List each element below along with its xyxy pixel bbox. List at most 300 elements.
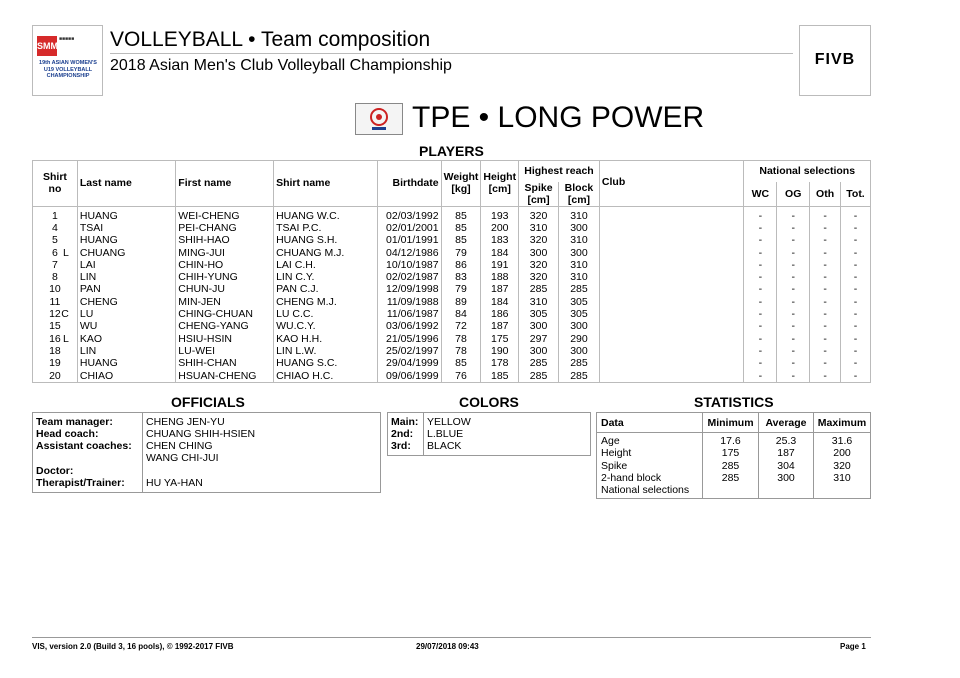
cell-weight: 76 [441, 369, 481, 382]
cell-weight: 83 [441, 271, 481, 283]
event-logo [32, 25, 103, 96]
cell-shirt-name: LU C.C. [274, 308, 378, 320]
col-shirt-no: Shirt no [33, 161, 78, 207]
cell-oth: - [810, 332, 841, 344]
cell-shirt-no [33, 234, 78, 246]
cell-og: - [777, 246, 810, 258]
stats-row-label: Age [601, 435, 620, 447]
player-row [33, 369, 871, 382]
cell-club [599, 234, 744, 246]
col-wc: WC [744, 182, 777, 207]
cell-weight: 72 [441, 320, 481, 332]
col-shirt-name: Shirt name [274, 161, 378, 207]
cell-wc: - [744, 283, 777, 295]
cell-last-name: CHUANG [77, 246, 175, 258]
col-club: Club [599, 161, 744, 207]
cell-block: 285 [559, 369, 600, 382]
player-row [33, 308, 871, 320]
col-oth: Oth [810, 182, 841, 207]
stats-row-avg: 187 [777, 447, 795, 460]
cell-first-name: MIN-JEN [176, 296, 274, 308]
stats-row-label: Height [601, 447, 632, 460]
team-name: TPE • LONG POWER [412, 101, 705, 134]
cell-block: 300 [559, 222, 600, 234]
cell-tot: - [841, 283, 871, 295]
officials-section-title: OFFICIALS [171, 394, 245, 410]
cell-block: 300 [559, 320, 600, 332]
cell-height: 187 [481, 320, 519, 332]
cell-weight: 85 [441, 234, 481, 246]
cell-spike: 285 [519, 357, 559, 369]
cell-wc: - [744, 234, 777, 246]
cell-birthdate: 10/10/1987 [377, 259, 441, 271]
cell-spike: 300 [519, 246, 559, 258]
cell-weight: 78 [441, 332, 481, 344]
therapist-value: HU YA-HAN [146, 477, 203, 489]
cell-shirt-name: HUANG S.H. [274, 234, 378, 246]
cell-og: - [777, 206, 810, 222]
statistics-section-title: STATISTICS [694, 394, 774, 410]
cell-tot: - [841, 271, 871, 283]
title-divider [110, 53, 793, 54]
cell-club [599, 332, 744, 344]
stats-row-min: 285 [721, 459, 740, 472]
cell-club [599, 308, 744, 320]
cell-og: - [777, 332, 810, 344]
cell-oth: - [810, 271, 841, 283]
stats-row-max: 310 [833, 471, 851, 484]
stats-row-min: 17.6 [720, 435, 741, 447]
stats-header-data: Data [601, 417, 624, 429]
col-highest-reach: Highest reach [519, 161, 600, 182]
stats-header-avg: Average [765, 417, 807, 429]
cell-height: 184 [481, 296, 519, 308]
shirt-number: 10 [49, 283, 61, 296]
cell-og: - [777, 234, 810, 246]
cell-birthdate: 25/02/1997 [377, 345, 441, 357]
cell-og: - [777, 308, 810, 320]
stats-row-avg: 25.3 [775, 435, 797, 447]
players-section-title: PLAYERS [419, 143, 484, 159]
cell-oth: - [810, 283, 841, 295]
shirt-number: 20 [49, 369, 61, 382]
cell-club [599, 357, 744, 369]
competition-name: 2018 Asian Men's Club Volleyball Championship [110, 57, 452, 74]
cell-wc: - [744, 332, 777, 344]
footer-version: VIS, version 2.0 (Build 3, 16 pools), © 1992-2017 FIVB [32, 642, 234, 651]
stats-row-label: Spike [601, 459, 628, 472]
player-row [33, 283, 871, 295]
col-national-selections: National selections [744, 161, 871, 182]
page-title: VOLLEYBALL • Team composition [110, 28, 431, 51]
cell-last-name: KAO [77, 332, 175, 344]
officials-box [32, 412, 381, 493]
cell-spike: 310 [519, 222, 559, 234]
player-row [33, 296, 871, 308]
cell-wc: - [744, 320, 777, 332]
cell-tot: - [841, 234, 871, 246]
cell-shirt-name: LAI C.H. [274, 259, 378, 271]
assistant-coaches-label: Assistant coaches: [36, 440, 132, 452]
cell-oth: - [810, 206, 841, 222]
cell-shirt-name: KAO H.H. [274, 332, 378, 344]
cell-height: 185 [481, 369, 519, 382]
stats-row-label: National selections [601, 484, 690, 497]
player-role: C [61, 308, 69, 321]
cell-birthdate: 04/12/1986 [377, 246, 441, 258]
shirt-number: 11 [49, 295, 61, 308]
third-color-label: 3rd: [391, 440, 411, 452]
cell-shirt-name: WU.C.Y. [274, 320, 378, 332]
championship-logo-text: 19th ASIAN WOMEN'S U19 VOLLEYBALL CHAMPIONSHIP [39, 60, 97, 79]
therapist-label: Therapist/Trainer: [36, 477, 125, 489]
stats-row-min: 175 [721, 447, 740, 460]
footer-page: Page 1 [840, 642, 866, 651]
stats-row-max: 31.6 [831, 435, 853, 447]
cell-tot: - [841, 369, 871, 382]
cell-shirt-no [33, 259, 78, 271]
cell-club [599, 296, 744, 308]
player-row [33, 357, 871, 369]
col-spike: Spike [cm] [519, 182, 559, 207]
col-block: Block [cm] [559, 182, 600, 207]
assistant-coach-2: WANG CHI-JUI [146, 452, 219, 464]
cell-oth: - [810, 296, 841, 308]
cell-wc: - [744, 246, 777, 258]
cell-block: 310 [559, 234, 600, 246]
head-coach-value: CHUANG SHIH-HSIEN [146, 428, 256, 440]
cell-shirt-name: CHENG M.J. [274, 296, 378, 308]
cell-birthdate: 03/06/1992 [377, 320, 441, 332]
cell-shirt-no [33, 271, 78, 283]
cell-club [599, 345, 744, 357]
cell-shirt-no [33, 206, 78, 222]
cell-shirt-no [33, 320, 78, 332]
second-color-label: 2nd: [391, 428, 414, 440]
cell-wc: - [744, 259, 777, 271]
cell-shirt-no [33, 357, 78, 369]
player-row [33, 259, 871, 271]
colors-box [387, 412, 591, 456]
stats-row-avg: 304 [777, 459, 795, 472]
cell-spike: 320 [519, 234, 559, 246]
shirt-number: 19 [49, 357, 61, 370]
cell-spike: 300 [519, 345, 559, 357]
cell-og: - [777, 369, 810, 382]
cell-shirt-no [33, 296, 78, 308]
cell-birthdate: 01/01/1991 [377, 234, 441, 246]
cell-first-name: HSIU-HSIN [176, 332, 274, 344]
shirt-number: 18 [49, 344, 61, 357]
cell-birthdate: 02/01/2001 [377, 222, 441, 234]
cell-spike: 320 [519, 206, 559, 222]
cell-shirt-name: TSAI P.C. [274, 222, 378, 234]
cell-club [599, 222, 744, 234]
cell-block: 305 [559, 296, 600, 308]
cell-first-name: WEI-CHENG [176, 206, 274, 222]
sponsor-logo: ■■■■■ [59, 36, 75, 42]
cell-height: 188 [481, 271, 519, 283]
cell-og: - [777, 259, 810, 271]
player-row [33, 206, 871, 222]
stats-row-max: 200 [833, 447, 851, 460]
player-role: L [63, 246, 69, 259]
fivb-logo: FIVB [799, 25, 871, 96]
cell-club [599, 246, 744, 258]
cell-first-name: CHING-CHUAN [176, 308, 274, 320]
cell-wc: - [744, 345, 777, 357]
cell-weight: 85 [441, 206, 481, 222]
cell-oth: - [810, 320, 841, 332]
cell-oth: - [810, 357, 841, 369]
doctor-label: Doctor: [36, 465, 74, 477]
cell-spike: 320 [519, 271, 559, 283]
shirt-number: 15 [49, 320, 61, 333]
cell-wc: - [744, 271, 777, 283]
cell-spike: 320 [519, 259, 559, 271]
cell-spike: 300 [519, 320, 559, 332]
cell-oth: - [810, 222, 841, 234]
cell-og: - [777, 271, 810, 283]
colors-section-title: COLORS [459, 394, 519, 410]
team-manager-value: CHENG JEN-YU [146, 416, 225, 428]
cell-oth: - [810, 345, 841, 357]
cell-oth: - [810, 234, 841, 246]
cell-height: 183 [481, 234, 519, 246]
cell-wc: - [744, 296, 777, 308]
cell-wc: - [744, 369, 777, 382]
cell-shirt-name: HUANG S.C. [274, 357, 378, 369]
cell-weight: 86 [441, 259, 481, 271]
cell-shirt-name: PAN C.J. [274, 283, 378, 295]
cell-last-name: LU [77, 308, 175, 320]
cell-height: 178 [481, 357, 519, 369]
cell-club [599, 259, 744, 271]
player-role: L [63, 332, 69, 345]
cell-first-name: SHIH-CHAN [176, 357, 274, 369]
cell-club [599, 271, 744, 283]
cell-last-name: HUANG [77, 206, 175, 222]
smm-logo: SMM [37, 36, 57, 56]
cell-height: 187 [481, 283, 519, 295]
player-row [33, 246, 871, 258]
cell-last-name: CHIAO [77, 369, 175, 382]
team-flag-icon [355, 103, 403, 135]
cell-birthdate: 02/03/1992 [377, 206, 441, 222]
cell-club [599, 206, 744, 222]
shirt-number: 7 [52, 258, 58, 271]
player-row [33, 222, 871, 234]
cell-tot: - [841, 345, 871, 357]
col-weight: Weight [kg] [441, 161, 481, 207]
cell-tot: - [841, 296, 871, 308]
cell-first-name: SHIH-HAO [176, 234, 274, 246]
cell-birthdate: 09/06/1999 [377, 369, 441, 382]
cell-first-name: LU-WEI [176, 345, 274, 357]
cell-shirt-name: LIN L.W. [274, 345, 378, 357]
cell-first-name: CHIN-HO [176, 259, 274, 271]
cell-first-name: PEI-CHANG [176, 222, 274, 234]
cell-oth: - [810, 259, 841, 271]
second-color-value: L.BLUE [427, 428, 464, 440]
cell-shirt-name: CHUANG M.J. [274, 246, 378, 258]
cell-wc: - [744, 357, 777, 369]
cell-block: 290 [559, 332, 600, 344]
shirt-number: 8 [52, 271, 58, 284]
cell-height: 184 [481, 246, 519, 258]
cell-birthdate: 12/09/1998 [377, 283, 441, 295]
cell-first-name: CHENG-YANG [176, 320, 274, 332]
cell-og: - [777, 283, 810, 295]
cell-og: - [777, 357, 810, 369]
cell-spike: 297 [519, 332, 559, 344]
cell-shirt-no [33, 222, 78, 234]
player-row [33, 271, 871, 283]
stats-row-label: 2-hand block [601, 471, 662, 484]
shirt-number: 5 [52, 234, 58, 247]
cell-first-name: CHIH-YUNG [176, 271, 274, 283]
stats-header-max: Maximum [817, 417, 867, 429]
assistant-coach-1: CHEN CHING [146, 440, 213, 452]
main-color-label: Main: [391, 416, 419, 428]
cell-height: 186 [481, 308, 519, 320]
shirt-number: 1 [52, 209, 58, 222]
cell-tot: - [841, 246, 871, 258]
cell-height: 190 [481, 345, 519, 357]
shirt-number: 6 [52, 246, 58, 259]
cell-tot: - [841, 320, 871, 332]
cell-wc: - [744, 222, 777, 234]
cell-club [599, 369, 744, 382]
colors-divider [423, 413, 424, 455]
col-og: OG [777, 182, 810, 207]
cell-spike: 305 [519, 308, 559, 320]
shirt-number: 16 [49, 332, 61, 345]
cell-oth: - [810, 308, 841, 320]
cell-weight: 89 [441, 296, 481, 308]
stats-row-avg: 300 [777, 471, 795, 484]
cell-shirt-no [33, 308, 78, 320]
cell-first-name: HSUAN-CHENG [176, 369, 274, 382]
player-row [33, 332, 871, 344]
cell-shirt-name: LIN C.Y. [274, 271, 378, 283]
stats-header-divider [597, 432, 870, 433]
cell-tot: - [841, 206, 871, 222]
cell-weight: 85 [441, 357, 481, 369]
cell-weight: 78 [441, 345, 481, 357]
shirt-number: 12 [49, 308, 61, 321]
cell-tot: - [841, 332, 871, 344]
cell-last-name: HUANG [77, 234, 175, 246]
cell-wc: - [744, 206, 777, 222]
cell-birthdate: 21/05/1996 [377, 332, 441, 344]
cell-weight: 79 [441, 283, 481, 295]
cell-tot: - [841, 357, 871, 369]
stats-row-min: 285 [721, 471, 740, 484]
footer-divider [32, 637, 871, 638]
stats-header-min: Minimum [707, 417, 754, 429]
cell-spike: 310 [519, 296, 559, 308]
cell-block: 310 [559, 206, 600, 222]
cell-block: 310 [559, 259, 600, 271]
cell-block: 305 [559, 308, 600, 320]
cell-last-name: WU [77, 320, 175, 332]
col-height: Height [cm] [481, 161, 519, 207]
cell-og: - [777, 320, 810, 332]
cell-shirt-no [33, 332, 78, 344]
cell-height: 175 [481, 332, 519, 344]
cell-tot: - [841, 308, 871, 320]
cell-shirt-name: CHIAO H.C. [274, 369, 378, 382]
stats-row-max: 320 [833, 459, 851, 472]
player-row [33, 234, 871, 246]
statistics-box [596, 412, 871, 499]
head-coach-label: Head coach: [36, 428, 99, 440]
cell-height: 200 [481, 222, 519, 234]
cell-tot: - [841, 259, 871, 271]
col-tot: Tot. [841, 182, 871, 207]
col-first-name: First name [176, 161, 274, 207]
cell-last-name: CHENG [77, 296, 175, 308]
main-color-value: YELLOW [427, 416, 471, 428]
cell-shirt-no [33, 283, 78, 295]
cell-height: 191 [481, 259, 519, 271]
cell-block: 310 [559, 271, 600, 283]
cell-birthdate: 11/09/1988 [377, 296, 441, 308]
cell-first-name: MING-JUI [176, 246, 274, 258]
cell-block: 300 [559, 246, 600, 258]
player-row [33, 345, 871, 357]
cell-weight: 79 [441, 246, 481, 258]
cell-club [599, 283, 744, 295]
cell-og: - [777, 296, 810, 308]
cell-height: 193 [481, 206, 519, 222]
cell-block: 285 [559, 357, 600, 369]
cell-last-name: TSAI [77, 222, 175, 234]
cell-wc: - [744, 308, 777, 320]
cell-weight: 85 [441, 222, 481, 234]
cell-og: - [777, 222, 810, 234]
players-table [32, 160, 871, 383]
shirt-number: 4 [52, 221, 58, 234]
cell-block: 285 [559, 283, 600, 295]
col-last-name: Last name [77, 161, 175, 207]
cell-block: 300 [559, 345, 600, 357]
cell-spike: 285 [519, 369, 559, 382]
cell-oth: - [810, 369, 841, 382]
cell-shirt-no [33, 246, 78, 258]
cell-last-name: LIN [77, 271, 175, 283]
third-color-value: BLACK [427, 440, 462, 452]
cell-last-name: HUANG [77, 357, 175, 369]
footer-datetime: 29/07/2018 09:43 [416, 642, 479, 651]
cell-birthdate: 11/06/1987 [377, 308, 441, 320]
player-row [33, 320, 871, 332]
cell-first-name: CHUN-JU [176, 283, 274, 295]
cell-last-name: LAI [77, 259, 175, 271]
cell-last-name: PAN [77, 283, 175, 295]
cell-birthdate: 02/02/1987 [377, 271, 441, 283]
cell-og: - [777, 345, 810, 357]
cell-spike: 285 [519, 283, 559, 295]
cell-tot: - [841, 222, 871, 234]
cell-shirt-no [33, 345, 78, 357]
cell-birthdate: 29/04/1999 [377, 357, 441, 369]
cell-oth: - [810, 246, 841, 258]
cell-shirt-name: HUANG W.C. [274, 206, 378, 222]
cell-last-name: LIN [77, 345, 175, 357]
cell-weight: 84 [441, 308, 481, 320]
